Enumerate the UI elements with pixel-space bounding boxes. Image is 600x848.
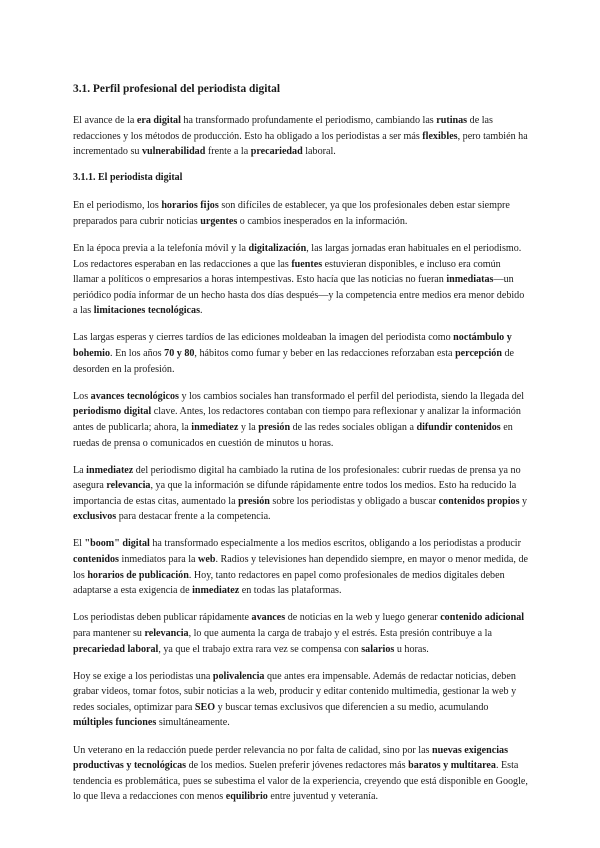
text-run: de las redacciones y los métodos de producción. Esto ha obligado a los periodistas a ser más — [73, 115, 493, 142]
bold-term: rutinas — [436, 115, 468, 126]
text-run: Los periodistas deben publicar rápidamente — [73, 612, 252, 624]
text-run: del periodismo digital ha cambiado la rutina de los profesionales: cubrir ruedas de prensa ya no asegura — [73, 464, 521, 492]
text-run: clave. Antes, los redactores contaban con tiempo para reflexionar y analizar la información antes de publicarla; ahora, la — [73, 406, 521, 433]
text-run: , pero también ha incrementado su — [73, 130, 528, 158]
bold-term: salarios — [361, 643, 395, 655]
text-run: Un veterano en la redacción puede perder relevancia no por falta de calidad, sino por las — [73, 744, 433, 756]
text-run: En la época previa a la telefonía móvil y la — [73, 242, 249, 254]
bold-term: limitaciones tecnológicas — [93, 305, 200, 317]
paragraph — [73, 743, 528, 805]
bold-term: flexibles — [422, 130, 458, 142]
text-run: . Hoy, tanto redactores en papel como profesionales de medios digitales deben adaptarse a esta exigencia de — [73, 569, 505, 597]
text-run: , hábitos como fumar y beber en las redacciones reforzaban esta — [194, 348, 456, 360]
text-run: , ya que el trabajo extra rara vez se compensa con — [158, 643, 362, 655]
text-run: sobre los periodistas y obligado a buscar — [269, 495, 439, 507]
text-run: de noticias en la web y luego generar — [285, 612, 441, 624]
paragraph — [73, 241, 528, 319]
text-run: ha transformado especialmente a los medios escritos, obligando a los periodistas a producir — [149, 538, 521, 550]
section-title: 3.1. Perfil profesional del periodista digital — [73, 83, 281, 95]
text-run: entre juventud y veteranía. — [267, 791, 378, 803]
bold-term: contenidos — [73, 554, 119, 566]
bold-term: avances — [251, 612, 286, 624]
text-run: . En los años — [110, 348, 165, 360]
bold-term: fuentes — [291, 258, 323, 270]
text-run: en todas las plataformas. — [239, 585, 342, 597]
text-run: . — [200, 305, 203, 317]
bold-term: precariedad laboral — [73, 643, 159, 655]
bold-term: equilibrio — [225, 791, 268, 803]
bold-term: SEO — [194, 701, 216, 713]
text-run: estuvieran disponibles, e incluso era común llamar a políticos o empresarios a horas intempestivas. Esto hacía que las noticias no fueran — [73, 258, 501, 286]
text-run: —un periódico podía informar de un hecho hasta dos días después—y la competencia entre medios era menor debido a las — [73, 274, 525, 317]
text-run: para destacar frente a la competencia. — [116, 511, 271, 523]
text-run: para mantener su — [73, 627, 145, 639]
text-run: inmediatos para la — [119, 554, 199, 566]
text-run: . Esta tendencia es problemática, pues se subestima el valor de la experiencia, creyendo que está disponible en Google, lo que lleva a redacciones con menos — [73, 760, 528, 803]
paragraph — [73, 113, 528, 160]
bold-term: inmediatez — [191, 421, 239, 433]
paragraph — [73, 669, 528, 731]
text-run: Los — [73, 390, 91, 402]
bold-term: relevancia — [144, 627, 189, 639]
text-run: de las redes sociales obligan a — [290, 421, 417, 433]
text-run: simultáneamente. — [156, 717, 230, 729]
bold-term: periodismo digital — [73, 406, 152, 418]
bold-term: contenidos propios — [438, 495, 520, 507]
text-run: o cambios inesperados en la información. — [237, 215, 408, 227]
text-run: En el periodismo, los — [73, 200, 162, 212]
text-run: y la — [238, 421, 259, 433]
bold-term: web — [198, 554, 216, 566]
bold-term: inmediatas — [446, 274, 494, 286]
bold-term: contenido adicional — [440, 612, 525, 624]
text-run: , lo que aumenta la carga de trabajo y el estrés. Esta presión contribuye a la — [188, 627, 492, 639]
subsection-title: 3.1.1. El periodista digital — [73, 172, 183, 184]
paragraph — [73, 389, 528, 451]
text-run: El avance de la — [73, 115, 137, 126]
text-run: El — [73, 538, 85, 550]
text-run: ha transformado profundamente el periodismo, cambiando las — [180, 115, 437, 126]
bold-term: precariedad — [250, 146, 303, 158]
bold-term: "boom" digital — [84, 538, 150, 550]
text-run: en ruedas de prensa o comunicados en cuestión de minutos u horas. — [73, 421, 513, 449]
paragraph — [73, 198, 528, 229]
text-run: . Radios y televisiones han dependido siempre, en mayor o menor medida, de los — [73, 554, 528, 581]
bold-term: relevancia — [106, 480, 151, 492]
bold-term: inmediatez — [192, 585, 240, 597]
paragraph — [73, 330, 528, 377]
text-run: que antes era impensable. Además de redactar noticias, deben grabar videos, tomar fotos, subir noticias a la web, producir y editar contenido multimedia, gestionar la web y redes sociales, optimizar para — [73, 670, 517, 713]
text-run: frente a la — [205, 146, 251, 158]
text-run: u horas. — [394, 643, 429, 655]
text-run: La — [73, 464, 87, 476]
text-run: Hoy se exige a los periodistas una — [73, 670, 213, 682]
text-run: Las largas esperas y cierres tardíos de las ediciones moldeaban la imagen del periodista como — [73, 332, 454, 344]
bold-term: vulnerabilidad — [141, 146, 206, 158]
paragraph — [73, 463, 528, 525]
bold-term: inmediatez — [86, 464, 134, 476]
bold-term: polivalencia — [212, 670, 265, 682]
text-run: de los medios. Suelen preferir jóvenes redactores más — [186, 760, 409, 772]
text-run: , las largas jornadas eran habituales en el periodismo. Los redactores esperaban en las redacciones a que las — [73, 242, 522, 270]
bold-term: baratos y multitarea — [408, 760, 496, 772]
bold-term: presión — [258, 421, 291, 433]
bold-term: horarios de publicación — [87, 569, 189, 581]
bold-term: nuevas exigencias productivas y tecnológicas — [73, 744, 508, 772]
bold-term: presión — [238, 495, 270, 507]
text-run: de desorden en la profesión. — [73, 348, 515, 375]
text-run: y los cambios sociales han transformado el perfil del periodista, siendo la llegada del — [178, 390, 525, 402]
text-run: laboral. — [302, 146, 336, 158]
bold-term: urgentes — [200, 215, 238, 227]
document-body — [73, 82, 528, 816]
bold-term: avances tecnológicos — [90, 390, 179, 402]
bold-term: exclusivos — [73, 511, 117, 523]
bold-term: percepción — [455, 348, 502, 360]
bold-term: múltiples funciones — [73, 717, 157, 729]
bold-term: horarios fijos — [161, 200, 219, 212]
text-run: y — [519, 495, 528, 507]
bold-term: era digital — [136, 115, 181, 126]
bold-term: noctámbulo y bohemio — [73, 332, 512, 360]
bold-term: 70 y 80 — [164, 348, 195, 360]
text-run: son difíciles de establecer, ya que los profesionales deben estar siempre preparados para cubrir noticias — [73, 200, 510, 227]
paragraph — [73, 610, 528, 657]
text-run: , ya que la información se difunde rápidamente entre todos los medios. Esto ha reducido la importancia de estas citas, aumentado la — [73, 480, 517, 507]
bold-term: digitalización — [248, 242, 307, 254]
bold-term: difundir contenidos — [416, 421, 501, 433]
paragraph — [73, 536, 528, 598]
text-run: y buscar temas exclusivos que diferencien a su medio, acumulando — [215, 701, 489, 713]
